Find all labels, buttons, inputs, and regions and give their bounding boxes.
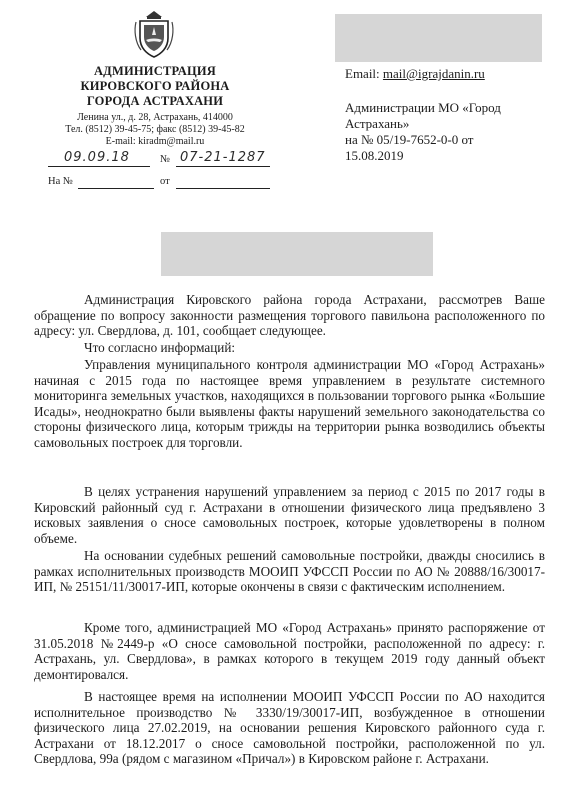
- outgoing-date-line: [48, 166, 150, 167]
- org-phone: Тел. (8512) 39-45-75; факс (8512) 39-45-82: [65, 124, 245, 135]
- body-paragraph-3: Управления муниципального контроля администрации МО «Город Астрахань» начиная с 2015 года по настоящее время управлением в результате системного мониторинга земельных участков, находящихся в пользовании торгового рынка «Большие Исады», неоднократно были выявлены факты нарушений земельного законодательства со стороны физического лица, которым трижды на территории рынка возводились объекты самовольных построек для торговли.: [34, 357, 545, 450]
- redacted-recipient-name: [335, 14, 542, 62]
- recipient-line-1: Администрации МО «Город: [345, 100, 501, 115]
- body-paragraph-6: Кроме того, администрацией МО «Город Астрахань» принято распоряжение от 31.05.2018 №2449-р «О сносе самовольной постройки, расположенной по адресу: г. Астрахань, ул. Свердлова», в рамках которого в текущем 2019 году данный объект демонтировался.: [34, 620, 545, 682]
- redacted-salutation: [161, 232, 433, 276]
- org-address: Ленина ул., д. 28, Астрахань, 414000: [77, 112, 233, 123]
- body-paragraph-5: На основании судебных решений самовольные постройки, дважды сносились в рамках исполнительных производств МООИП УФССП России по АО № 20888/16/30017-ИП, № 25151/11/30017-ИП, которые окончены в связи с фактическим исполнением.: [34, 548, 545, 595]
- org-name-line-3: ГОРОДА АСТРАХАНИ: [86, 94, 224, 108]
- body-paragraph-4: В целях устранения нарушений управлением за период с 2015 по 2017 годы в Кировский районный суд г. Астрахани в отношении физического лица предъявлено 3 исковых заявления о сносе самовольных построек, которые удовлетворены в полном объеме.: [34, 484, 545, 546]
- reference-from-line: [176, 188, 270, 189]
- body-paragraph-2: Что согласно информаций:: [84, 340, 236, 355]
- recipient-email-row: [345, 66, 555, 82]
- reference-number-label: На №: [48, 176, 73, 187]
- org-name-line-1: АДМИНИСТРАЦИЯ: [93, 64, 217, 78]
- recipient-line-4: 15.08.2019: [345, 148, 404, 163]
- coat-of-arms-emblem-icon: [132, 8, 176, 60]
- outgoing-date: 09.09.18: [64, 150, 130, 165]
- outgoing-number-line: [176, 166, 270, 167]
- recipient-email-label: Email:: [345, 66, 383, 81]
- reference-from-label: от: [160, 176, 170, 187]
- org-name-line-2: КИРОВСКОГО РАЙОНА: [80, 79, 230, 93]
- outgoing-number: 07-21-1287: [180, 150, 266, 165]
- recipient-line-2: Астрахань»: [345, 116, 410, 131]
- body-paragraph-7: В настоящее время на исполнении МООИП УФССП России по АО находится исполнительное производство № 3330/19/30017-ИП, возбужденное в отношении физического лица 27.02.2019, на основании решения Кировского районного суда г. Астрахани от 18.12.2017 о сносе самовольной постройки, расположенной по ул. Свердлова, 99а (рядом с магазином «Причал») в Кировском районе г. Астрахани.: [34, 689, 545, 767]
- recipient-email-link[interactable]: mail@igrajdanin.ru: [382, 66, 485, 81]
- body-paragraph-1: Администрация Кировского района города Астрахани, рассмотрев Ваше обращение по вопросу законности размещения торгового павильона расположенного по адресу: ул. Свердлова, д. 101, сообщает следующее.: [34, 292, 545, 339]
- outgoing-number-label: №: [160, 154, 171, 165]
- reference-number-line: [78, 188, 154, 189]
- org-email: E-mail: kiradm@mail.ru: [105, 136, 205, 147]
- recipient-line-3: на № 05/19-7652-0-0 от: [345, 132, 474, 147]
